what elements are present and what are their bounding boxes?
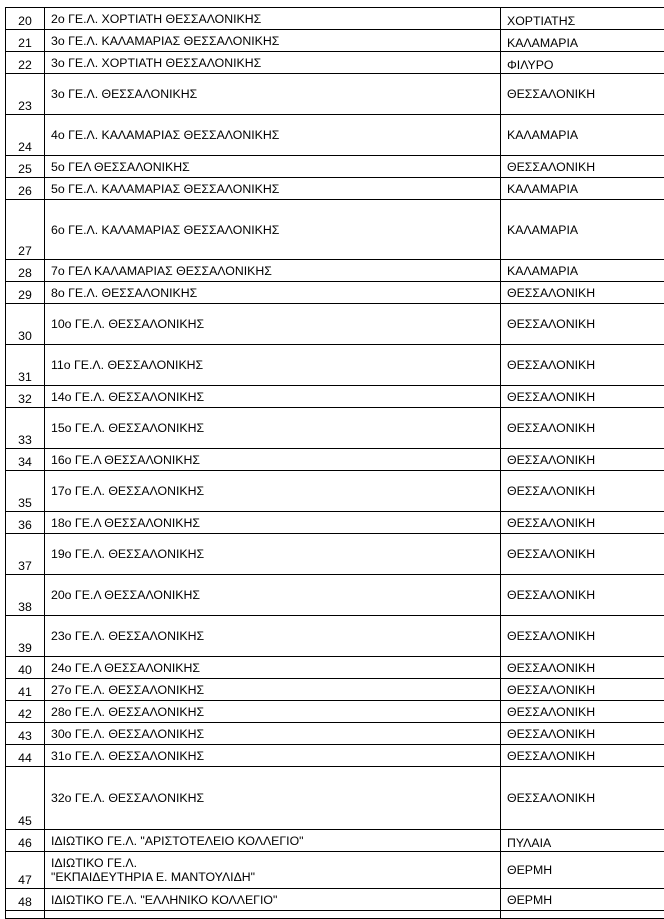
school-name [45,449,501,471]
area-name: ΘΕΣΣΑΛΟΝΙΚΗ [501,156,664,178]
table-row [6,745,664,767]
empty-cell [6,911,45,919]
school-name [45,701,501,723]
school-name [45,156,501,178]
school-name [45,30,501,52]
school-name [45,767,501,830]
table-row [6,657,664,679]
school-name [45,52,501,74]
area-name: ΘΕΣΣΑΛΟΝΙΚΗ [501,512,664,534]
school-name-line: 23ο ΓΕ.Λ. ΘΕΣΣΑΛΟΝΙΚΗΣ [51,629,500,643]
school-name-line: 18ο ΓΕ.Λ ΘΕΣΣΑΛΟΝΙΚΗΣ [51,516,500,530]
table-row [6,260,664,282]
area-name: ΘΕΣΣΑΛΟΝΙΚΗ [501,616,664,657]
school-name-line: 27ο ΓΕ.Λ. ΘΕΣΣΑΛΟΝΙΚΗΣ [51,683,500,697]
school-name [45,471,501,512]
school-name-line: 3ο ΓΕ.Λ. ΧΟΡΤΙΑΤΗ ΘΕΣΣΑΛΟΝΙΚΗΣ [51,56,500,70]
row-number: 35 [6,471,45,512]
school-name [45,8,501,30]
school-name [45,178,501,200]
school-name-line: ΙΔΙΩΤΙΚΟ ΓΕ.Λ. "ΕΛΛΗΝΙΚΟ ΚΟΛΛΕΓΙΟ" [51,893,500,907]
school-name-line: 28ο ΓΕ.Λ. ΘΕΣΣΑΛΟΝΙΚΗΣ [51,705,500,719]
table-row [6,386,664,408]
empty-cell [45,911,501,919]
area-name: ΘΕΣΣΑΛΟΝΙΚΗ [501,745,664,767]
area-name: ΘΕΡΜΗ [501,852,664,889]
table-row [6,889,664,911]
school-name-line: 3ο ΓΕ.Λ. ΚΑΛΑΜΑΡΙΑΣ ΘΕΣΣΑΛΟΝΙΚΗΣ [51,34,500,48]
school-name-line: ΙΔΙΩΤΙΚΟ ΓΕ.Λ. [51,856,500,870]
row-number: 26 [6,178,45,200]
row-number: 38 [6,575,45,616]
school-name [45,345,501,386]
area-name: ΚΑΛΑΜΑΡΙΑ [501,30,664,52]
row-number: 40 [6,657,45,679]
school-name-line: 30ο ΓΕ.Λ. ΘΕΣΣΑΛΟΝΙΚΗΣ [51,727,500,741]
row-number: 33 [6,408,45,449]
area-name: ΘΕΣΣΑΛΟΝΙΚΗ [501,345,664,386]
school-name-line: 15ο ΓΕ.Λ. ΘΕΣΣΑΛΟΝΙΚΗΣ [51,421,500,435]
school-name-line: 2ο ΓΕ.Λ. ΧΟΡΤΙΑΤΗ ΘΕΣΣΑΛΟΝΙΚΗΣ [51,12,500,26]
school-name-line: 11ο ΓΕ.Λ. ΘΕΣΣΑΛΟΝΙΚΗΣ [51,358,500,372]
table-row [6,282,664,304]
area-name: ΠΥΛΑΙΑ [501,830,664,852]
row-number: 37 [6,534,45,575]
table-row [6,723,664,745]
school-name [45,745,501,767]
school-name-line: 20ο ΓΕ.Λ ΘΕΣΣΑΛΟΝΙΚΗΣ [51,588,500,602]
row-number: 42 [6,701,45,723]
row-number: 25 [6,156,45,178]
school-name [45,115,501,156]
row-number: 20 [6,8,45,30]
row-number: 36 [6,512,45,534]
school-name [45,200,501,260]
table-row [6,8,664,30]
school-name [45,304,501,345]
row-number: 24 [6,115,45,156]
row-number: 32 [6,386,45,408]
school-name-line: "ΕΚΠΑΙΔΕΥΤΗΡΙΑ Ε. ΜΑΝΤΟΥΛΙΔΗ" [51,870,500,884]
table-row [6,701,664,723]
area-name: ΘΕΣΣΑΛΟΝΙΚΗ [501,304,664,345]
area-name: ΚΑΛΑΜΑΡΙΑ [501,178,664,200]
school-name [45,386,501,408]
row-number: 23 [6,74,45,115]
table-row [6,178,664,200]
area-name: ΧΟΡΤΙΑΤΗΣ [501,8,664,30]
school-name [45,830,501,852]
row-number: 39 [6,616,45,657]
school-name-line: 5ο ΓΕ.Λ. ΚΑΛΑΜΑΡΙΑΣ ΘΕΣΣΑΛΟΝΙΚΗΣ [51,182,500,196]
area-name: ΘΕΣΣΑΛΟΝΙΚΗ [501,657,664,679]
school-name-line: 3ο ΓΕ.Λ. ΘΕΣΣΑΛΟΝΙΚΗΣ [51,87,500,101]
table-row [6,449,664,471]
school-name [45,512,501,534]
area-name: ΘΕΣΣΑΛΟΝΙΚΗ [501,471,664,512]
table-row [6,767,664,830]
row-number: 47 [6,852,45,889]
table-row [6,200,664,260]
school-name [45,616,501,657]
row-number: 31 [6,345,45,386]
row-number: 29 [6,282,45,304]
school-name [45,657,501,679]
table-row [6,575,664,616]
row-number: 41 [6,679,45,701]
row-number: 45 [6,767,45,830]
row-number: 28 [6,260,45,282]
table-row [6,830,664,852]
school-name [45,723,501,745]
area-name: ΘΕΣΣΑΛΟΝΙΚΗ [501,282,664,304]
area-name: ΘΕΣΣΑΛΟΝΙΚΗ [501,679,664,701]
row-number: 34 [6,449,45,471]
table-row [6,471,664,512]
table-row [6,616,664,657]
table-row [6,304,664,345]
school-name-line: 19ο ΓΕ.Λ. ΘΕΣΣΑΛΟΝΙΚΗΣ [51,547,500,561]
schools-table [5,7,664,919]
row-number: 46 [6,830,45,852]
school-name-line: 8ο ΓΕ.Λ. ΘΕΣΣΑΛΟΝΙΚΗΣ [51,286,500,300]
school-name [45,852,501,889]
school-name-line: 31ο ΓΕ.Λ. ΘΕΣΣΑΛΟΝΙΚΗΣ [51,749,500,763]
table-row [6,534,664,575]
school-name-line: 7ο ΓΕΛ ΚΑΛΑΜΑΡΙΑΣ ΘΕΣΣΑΛΟΝΙΚΗΣ [51,264,500,278]
row-number: 21 [6,30,45,52]
row-number: 44 [6,745,45,767]
schools-table-body [6,8,664,919]
area-name: ΘΕΣΣΑΛΟΝΙΚΗ [501,701,664,723]
school-name-line: 32ο ΓΕ.Λ. ΘΕΣΣΑΛΟΝΙΚΗΣ [51,791,500,805]
area-name: ΘΕΡΜΗ [501,889,664,911]
area-name: ΘΕΣΣΑΛΟΝΙΚΗ [501,386,664,408]
table-row [6,512,664,534]
school-name [45,260,501,282]
school-name-line: ΙΔΙΩΤΙΚΟ ΓΕ.Λ. "ΑΡΙΣΤΟΤΕΛΕΙΟ ΚΟΛΛΕΓΙΟ" [51,834,500,848]
school-name-line: 6ο ΓΕ.Λ. ΚΑΛΑΜΑΡΙΑΣ ΘΕΣΣΑΛΟΝΙΚΗΣ [51,223,500,237]
school-name-line: 24ο ΓΕ.Λ ΘΕΣΣΑΛΟΝΙΚΗΣ [51,661,500,675]
area-name: ΘΕΣΣΑΛΟΝΙΚΗ [501,534,664,575]
school-name-line: 14ο ΓΕ.Λ. ΘΕΣΣΑΛΟΝΙΚΗΣ [51,390,500,404]
row-number: 48 [6,889,45,911]
table-row-partial [6,911,664,919]
table-row [6,30,664,52]
school-name-line: 17ο ΓΕ.Λ. ΘΕΣΣΑΛΟΝΙΚΗΣ [51,484,500,498]
table-row [6,852,664,889]
school-name [45,282,501,304]
area-name: ΘΕΣΣΑΛΟΝΙΚΗ [501,767,664,830]
table-row [6,679,664,701]
area-name: ΘΕΣΣΑΛΟΝΙΚΗ [501,575,664,616]
table-row [6,156,664,178]
school-name-line: 10ο ΓΕ.Λ. ΘΕΣΣΑΛΟΝΙΚΗΣ [51,317,500,331]
table-row [6,408,664,449]
area-name: ΘΕΣΣΑΛΟΝΙΚΗ [501,74,664,115]
table-row [6,115,664,156]
school-name [45,889,501,911]
school-name [45,575,501,616]
area-name: ΦΙΛΥΡΟ [501,52,664,74]
area-name: ΘΕΣΣΑΛΟΝΙΚΗ [501,723,664,745]
area-name: ΚΑΛΑΜΑΡΙΑ [501,115,664,156]
row-number: 22 [6,52,45,74]
table-row [6,345,664,386]
area-name: ΚΑΛΑΜΑΡΙΑ [501,260,664,282]
row-number: 27 [6,200,45,260]
area-name: ΘΕΣΣΑΛΟΝΙΚΗ [501,408,664,449]
school-name [45,679,501,701]
area-name: ΚΑΛΑΜΑΡΙΑ [501,200,664,260]
area-name: ΘΕΣΣΑΛΟΝΙΚΗ [501,449,664,471]
row-number: 43 [6,723,45,745]
school-name [45,408,501,449]
school-name-line: 16ο ΓΕ.Λ ΘΕΣΣΑΛΟΝΙΚΗΣ [51,453,500,467]
row-number: 30 [6,304,45,345]
table-row [6,52,664,74]
school-name [45,534,501,575]
school-name-line: 4ο ΓΕ.Λ. ΚΑΛΑΜΑΡΙΑΣ ΘΕΣΣΑΛΟΝΙΚΗΣ [51,128,500,142]
school-name [45,74,501,115]
table-row [6,74,664,115]
empty-cell [501,911,664,919]
school-name-line: 5ο ΓΕΛ ΘΕΣΣΑΛΟΝΙΚΗΣ [51,160,500,174]
